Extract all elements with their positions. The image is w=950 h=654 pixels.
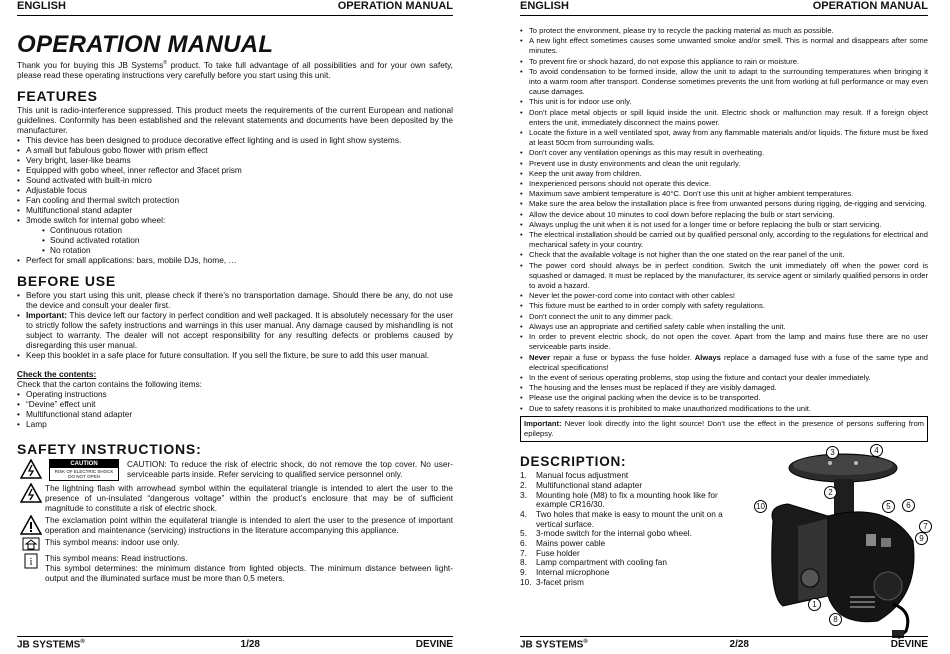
description-text: Manual focus adjustment: [536, 470, 629, 481]
indoor-text: This symbol means: indoor use only.: [45, 536, 180, 547]
description-text: Two holes that make is easy to mount the unit on a vertical surface.: [536, 508, 723, 529]
check-contents-heading: Check the contents:: [17, 368, 97, 379]
indoor-house-icon: [17, 537, 45, 551]
description-number: 8.: [520, 557, 527, 568]
list-item: • Don’t cover any ventilation openings as this may result in overheating.: [520, 148, 928, 158]
distance-text: This symbol determines: the minimum distance from lighted objects. The minimum distance between light-output and the illuminated surface must be more than 0,5 meters.: [45, 562, 453, 583]
lightning-triangle-icon: [17, 483, 45, 503]
list-item: • The power cord should always be in perfect condition. Switch the unit immediately off when the power cord is squashed or damaged. It must be replaced by the manufacturer, its service agent or similarly qualified persons in order to avoid a hazard.: [520, 261, 928, 292]
product-diagram: [738, 446, 928, 641]
list-item: • Important: This device left our factory in perfect condition and well packaged. It is absolutely necessary for the user to strictly follow the safety instructions and warnings in this user manual. Any damage caused by mishandling is not subject to warranty. The dealer will not accept responsibility for any resulting defects or problems caused by disregarding this user manual.: [17, 310, 453, 350]
list-item: • Maximum save ambient temperature is 40°C. Don’t use this unit at higher ambient temperatures.: [520, 189, 928, 199]
list-item: • In the event of serious operating problems, stop using the fixture and contact your dealer immediately.: [520, 373, 928, 383]
description-number: 10.: [520, 576, 532, 587]
lightning-warning-icon: [17, 459, 45, 479]
list-item: • Multifunctional stand adapter: [17, 409, 453, 419]
description-list: [520, 471, 730, 587]
description-section: [520, 446, 928, 644]
description-item: [520, 578, 730, 588]
list-item: • Check that the available voltage is not higher than the one stated on the rear panel of the unit.: [520, 250, 928, 260]
description-number: 9.: [520, 567, 527, 578]
callout-1: 1: [808, 598, 821, 611]
list-item: • Operating instructions: [17, 389, 453, 399]
callout-10: 10: [754, 500, 767, 513]
list-item: • 3mode switch for internal gobo wheel: • Continuous rotation • Sound activated rotation • No rotation: [17, 215, 453, 255]
description-text: Internal microphone: [536, 567, 610, 578]
list-item: • To prevent fire or shock hazard, do not expose this appliance to rain or moisture.: [520, 57, 928, 67]
important-warning-box: Important: Never look directly into the light source! Don’t use the effect in the presence of persons suffering from epilepsy.: [520, 416, 928, 442]
safety-list-tail: [520, 373, 928, 414]
read-instructions-icon: [17, 553, 45, 569]
read-text: This symbol means: Read instructions.: [45, 552, 188, 563]
description-item: [520, 510, 730, 529]
footer-product: DEVINE: [415, 639, 453, 650]
list-item: • Sound activated with built-in micro: [17, 175, 453, 185]
description-number: 2.: [520, 479, 527, 490]
list-item: • Allow the device about 10 minutes to cool down before replacing the bulb or start servicing.: [520, 210, 928, 220]
header-doc-title: OPERATION MANUAL: [337, 0, 453, 12]
list-item: • This device has been designed to produce decorative effect lighting and is used in light show systems.: [17, 135, 453, 145]
description-number: 7.: [520, 547, 527, 558]
page-footer: [17, 636, 453, 650]
list-item: • Due to safety reasons it is prohibited to make unauthorized modifications to the unit.: [520, 404, 928, 414]
list-item: • The electrical installation should be carried out by qualified personal only, according to the regulations for electrical and mechanical safety in your country.: [520, 230, 928, 250]
list-item: • Locate the fixture in a well ventilated spot, away from any flammable materials and/or liquids. The fixture must be fixed at least 50cm from surrounding walls.: [520, 128, 928, 148]
exclamation-triangle-icon: [17, 515, 45, 535]
mode-list: [42, 225, 453, 255]
list-item: • Multifunctional stand adapter: [17, 205, 453, 215]
safety-list: [520, 26, 928, 353]
page-title: OPERATION MANUAL: [17, 31, 274, 58]
list-item: • Fan cooling and thermal switch protection: [17, 195, 453, 205]
header-language: ENGLISH: [17, 0, 66, 12]
footer-product: DEVINE: [890, 639, 928, 650]
caution-text: CAUTION: To reduce the risk of electric shock, do not remove the top cover. No user-serviceable parts inside. Refer servicing to qualified service personnel only.: [127, 458, 453, 479]
callout-9: 9: [915, 532, 928, 545]
features-heading: FEATURES: [17, 87, 98, 104]
caution-row: [17, 459, 453, 481]
indoor-row: [17, 537, 453, 551]
features-list: [17, 135, 453, 265]
header-language: ENGLISH: [520, 0, 569, 12]
description-text: 3-mode switch for the internal gobo wheel.: [536, 528, 692, 539]
safety-heading: SAFETY INSTRUCTIONS:: [17, 440, 202, 457]
list-item: • Before you start using this unit, please check if there’s no transportation damage. Should there be any, do not use the device and consult your dealer first.: [17, 290, 453, 310]
list-item: • This fixture must be earthed to in order comply with safety regulations.: [520, 301, 928, 311]
lightning-text: The lightning flash with arrowhead symbol within the equilateral triangle is intended to alert the user to the presence of un-insulated “dangerous voltage” within the product’s enclosure that may be of sufficient magnitude to constitute a risk of electric shock.: [45, 482, 453, 513]
callout-2: 2: [824, 486, 837, 499]
exclamation-text: The exclamation point within the equilateral triangle is intended to alert the user to the presence of important operation and maintenance (servicing) instructions in the literature accompanying this appliance.: [45, 514, 453, 535]
description-number: 5.: [520, 528, 527, 539]
description-text: Mains power cable: [536, 538, 606, 549]
list-item: • “Devine” effect unit: [17, 399, 453, 409]
list-item: • Keep the unit away from children.: [520, 169, 928, 179]
list-item: • Prevent use in dusty environments and clean the unit regularly.: [520, 159, 928, 169]
description-text: Fuse holder: [536, 547, 580, 558]
list-item: • Always use an appropriate and certified safety cable when installing the unit.: [520, 322, 928, 332]
list-item: • Lamp: [17, 419, 453, 429]
list-item: • No rotation: [42, 245, 453, 255]
page-header: [520, 0, 928, 16]
list-item: • Make sure the area below the installation place is free from unwanted persons during rigging, de-rigging and servicing.: [520, 199, 928, 209]
list-item: • Inexperienced persons should not operate this device.: [520, 179, 928, 189]
list-item: • Never let the power-cord come into contact with other cables!: [520, 291, 928, 301]
list-item: • This unit is for indoor use only.: [520, 97, 928, 107]
callout-6: 6: [902, 499, 915, 512]
description-text: Mounting hole (M8) to fix a mounting hook like for example CR16/30.: [536, 489, 718, 510]
list-item: • A new light effect sometimes causes some unwanted smoke and/or smell. This is normal and disappears after some minutes.: [520, 36, 928, 56]
page-header: [17, 0, 453, 16]
list-item: • A small but fabulous gobo flower with prism effect: [17, 145, 453, 155]
page-number: 1/28: [240, 639, 260, 650]
callout-4: 4: [870, 444, 883, 457]
check-contents-intro: Check that the carton contains the following items:: [17, 378, 202, 389]
page-right: [475, 0, 950, 654]
description-number: 6.: [520, 538, 527, 549]
list-item: • Never repair a fuse or bypass the fuse holder. Always replace a damaged fuse with a fuse of the same type and electrical specifications!: [520, 353, 928, 373]
description-text: Multifunctional stand adapter: [536, 479, 643, 490]
list-item: • Very bright, laser-like beams: [17, 155, 453, 165]
devine-unit-illustration: [738, 446, 928, 641]
page-content: [520, 26, 928, 634]
caution-label-box: CAUTION RISK OF ELECTRIC SHOCK DO NOT OPEN: [49, 459, 119, 481]
svg-text:i: i: [29, 556, 33, 568]
contents-list: [17, 389, 453, 429]
safety-list-continued: [520, 353, 928, 373]
lightning-row: [17, 483, 453, 513]
list-item: • To protect the environment, please try to recycle the packing material as much as possible.: [520, 26, 928, 36]
description-item: [520, 491, 730, 510]
description-number: 4.: [520, 508, 527, 519]
before-use-list: [17, 290, 453, 360]
list-item: • Sound activated rotation: [42, 235, 453, 245]
exclamation-row: [17, 515, 453, 535]
callout-7: 7: [919, 520, 932, 533]
list-item: • Always unplug the unit when it is not used for a longer time or before replacing the bulb or start servicing.: [520, 220, 928, 230]
list-item: • The housing and the lenses must be replaced if they are visibly damaged.: [520, 383, 928, 393]
intro-paragraph: Thank you for buying this JB Systems® product. To take full advantage of all possibilities and for your own safety, please read these operating instructions very carefully before you start using this unit.: [17, 59, 453, 80]
read-row: [17, 553, 453, 583]
list-item: • Don’t place metal objects or spill liquid inside the unit. Electric shock or malfunction may result. If a foreign object enters the unit, immediately disconnect the mains power.: [520, 108, 928, 128]
callout-5: 5: [882, 500, 895, 513]
description-heading: DESCRIPTION:: [520, 454, 627, 470]
footer-brand: JB SYSTEMS®: [520, 639, 588, 651]
before-use-heading: BEFORE USE: [17, 272, 117, 289]
callout-8: 8: [829, 613, 842, 626]
list-item: • Perfect for small applications: bars, mobile DJs, home, …: [17, 255, 453, 265]
list-item: • Adjustable focus: [17, 185, 453, 195]
page-content: [17, 18, 453, 634]
list-item: • In order to prevent electric shock, do not open the cover. Apart from the lamp and mains fuse there are no user serviceable parts inside.: [520, 332, 928, 352]
callout-3: 3: [826, 446, 839, 459]
list-item: • Please use the original packing when the device is to be transported.: [520, 393, 928, 403]
description-text: 3-facet prism: [536, 576, 584, 587]
features-intro: This unit is radio-interference suppressed. This product meets the requirements of the current European and national guidelines. Conformity has been established and the relevant statements and documents have been deposited by the manufacturer.: [17, 104, 453, 135]
description-number: 1.: [520, 470, 527, 481]
page-footer: [520, 636, 928, 650]
list-item: • Continuous rotation: [42, 225, 453, 235]
description-text: Lamp compartment with cooling fan: [536, 557, 667, 568]
list-item: • To avoid condensation to be formed inside, allow the unit to adapt to the surrounding temperatures when bringing it into a warm room after transport. Condense sometimes prevents the unit from working at full performance or may even cause damages.: [520, 67, 928, 98]
list-item: • Keep this booklet in a safe place for future consultation. If you sell the fixture, be sure to add this user manual.: [17, 350, 453, 360]
header-doc-title: OPERATION MANUAL: [812, 0, 928, 12]
page-number: 2/28: [729, 639, 749, 650]
list-item: • Don’t connect the unit to any dimmer pack.: [520, 312, 928, 322]
description-number: 3.: [520, 489, 527, 500]
footer-brand: JB SYSTEMS®: [17, 639, 85, 651]
list-item: • Equipped with gobo wheel, inner reflector and 3facet prism: [17, 165, 453, 175]
